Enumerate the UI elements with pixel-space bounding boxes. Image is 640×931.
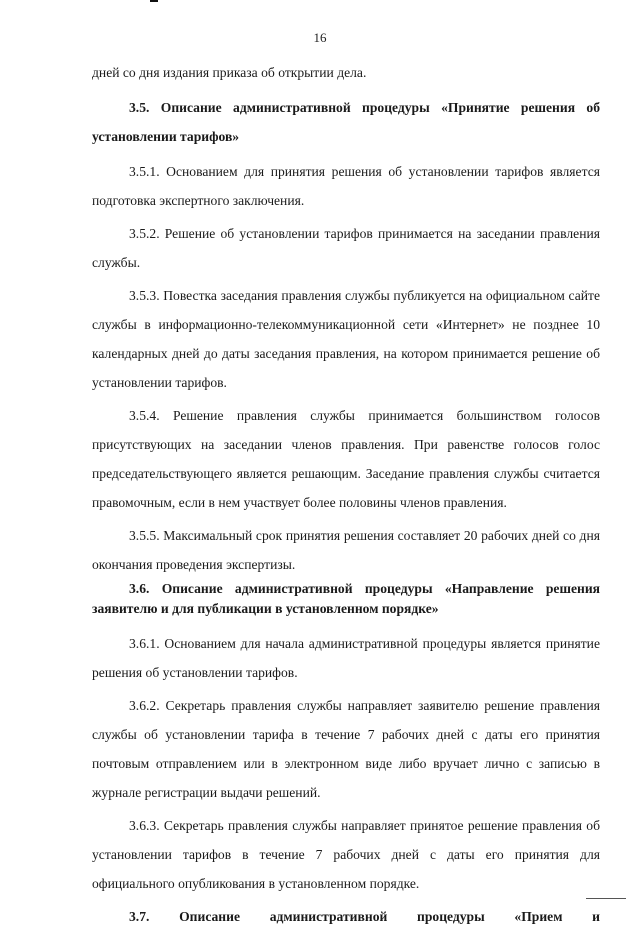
paragraph-3-5-2: 3.5.2. Решение об установлении тарифов принимается на заседании правления службы. <box>92 226 600 270</box>
section-heading-3-6: 3.6. Описание административной процедуры «Направление решения заявителю и для публикации в установленном порядке» <box>92 581 600 616</box>
paragraph-3-5-1: 3.5.1. Основанием для принятия решения об установлении тарифов является подготовка экспертного заключения. <box>92 164 600 208</box>
section-heading-3-5: 3.5. Описание административной процедуры «Принятие решения об установлении тарифов» <box>92 100 600 144</box>
paragraph-3-5-5: 3.5.5. Максимальный срок принятия решения составляет 20 рабочих дней со дня окончания проведения экспертизы. <box>92 528 600 572</box>
paragraph-3-6-3: 3.6.3. Секретарь правления службы направляет принятое решение правления об установлении тарифов в течение 7 рабочих дней с даты его принятия для официального опубликования в установленном порядке. <box>92 818 600 891</box>
paragraph-3-5-3: 3.5.3. Повестка заседания правления службы публикуется на официальном сайте службы в информационно-телекоммуникационной сети «Интернет» не позднее 10 календарных дней до даты заседания правления, на котором принимается решение об установлении тарифов. <box>92 288 600 390</box>
section-heading-3-7: 3.7. Описание административной процедуры «Прием и <box>129 909 600 924</box>
paragraph-continuation: дней со дня издания приказа об открытии дела. <box>92 65 367 80</box>
scan-mark <box>150 0 158 2</box>
document-body <box>92 58 600 931</box>
paragraph-3-5-4: 3.5.4. Решение правления службы принимается большинством голосов присутствующих на заседании членов правления. При равенстве голосов голос председательствующего является решающим. Заседание правления службы считается правомочным, если в нем участвует более половины членов правления. <box>92 408 600 510</box>
bottom-rule <box>586 898 626 899</box>
paragraph-3-6-2: 3.6.2. Секретарь правления службы направляет заявителю решение правления службы об установлении тарифа в течение 7 рабочих дней с даты его принятия почтовым отправлением или в электронном виде либо вручает лично с записью в журнале регистрации выдачи решений. <box>92 698 600 800</box>
page-number: 16 <box>313 30 327 45</box>
paragraph-3-6-1: 3.6.1. Основанием для начала административной процедуры является принятие решения об установлении тарифов. <box>92 636 600 680</box>
